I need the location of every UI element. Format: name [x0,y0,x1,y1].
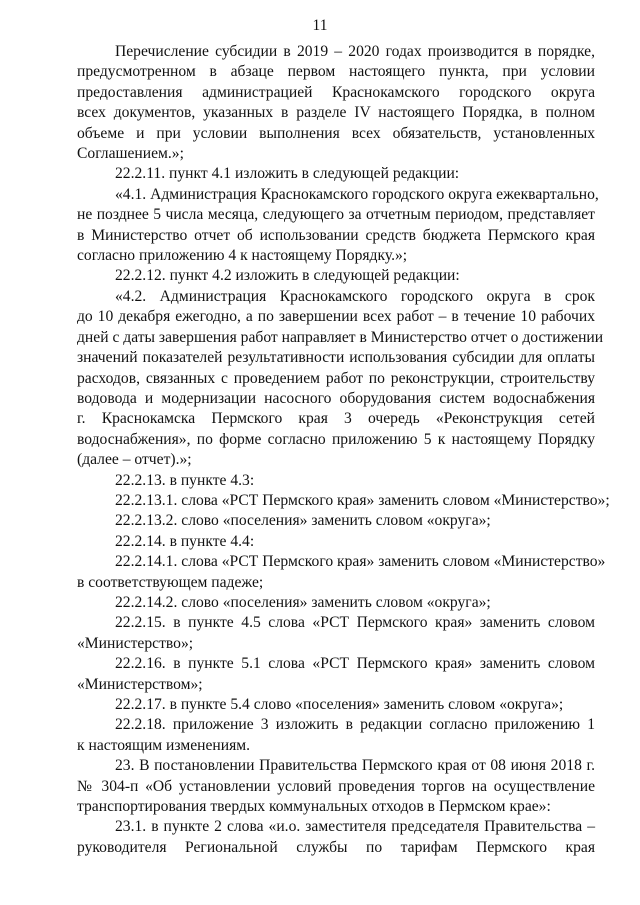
paragraph [77,613,595,654]
paragraph [77,532,595,552]
text-line: 22.2.15. в пункте 4.5 слова «РСТ Пермского края» заменить словом [115,614,595,632]
paragraph [77,266,595,286]
text-line: предоставления администрацией Краснокамского городского округа [77,83,595,101]
text-line: 22.2.14.2. слово «поселения» заменить словом «округа»; [115,593,491,611]
text-line: Перечисление субсидии в 2019 – 2020 годах производится в порядке, [115,43,595,60]
text-line: согласно приложению 4 к настоящему Порядку.»; [77,247,408,265]
paragraph [77,164,595,184]
text-line: значений показателей результативности использования субсидии для оплаты [77,349,595,367]
text-line: расходов, связанных с проведением работ по реконструкции, строительству [77,369,595,387]
paragraph [77,756,595,817]
paragraph [77,715,595,756]
text-line: Соглашением.»; [77,145,184,163]
text-line: «Министерством»; [77,675,203,693]
text-line: 22.2.16. в пункте 5.1 слова «РСТ Пермского края» заменить словом [115,655,595,673]
paragraph [77,552,606,593]
text-line: 22.2.14. в пункте 4.4: [115,532,255,550]
text-line: к настоящим изменениям. [77,736,251,754]
paragraph [77,817,595,858]
text-line: дней с даты завершения работ направляет в Министерство отчет о достижении [77,328,604,346]
text-line: 23.1. в пункте 2 слова «и.о. заместителя председателя Правительства – [115,818,595,836]
text-line: водовода и модернизации насосного оборудования систем водоснабжения [77,389,595,407]
page-number: 11 [312,17,328,34]
paragraph [77,593,595,613]
text-line: 22.2.13.2. слово «поселения» заменить словом «округа»; [115,512,491,530]
paragraph [77,471,595,491]
text-line: 22.2.11. пункт 4.1 изложить в следующей редакции: [115,165,460,183]
paragraph [77,654,595,695]
text-line: «4.1. Администрация Краснокамского городского округа ежеквартально, [115,185,599,203]
text-line: 22.2.13.1. слова «РСТ Пермского края» заменить словом «Министерство»; [115,491,610,509]
text-line: «Министерство»; [77,634,194,652]
text-line: всех документов, указанных в разделе IV настоящего Порядка, в полном [77,104,595,122]
paragraph [77,42,595,164]
paragraph [77,511,595,531]
text-line: объеме и при условии выполнения всех обязательств, установленных [77,124,595,142]
text-line: 22.2.14.1. слова «РСТ Пермского края» заменить словом «Министерство» [115,553,606,571]
text-line: предусмотренном в абзаце первом настоящего пункта, при условии [77,63,595,81]
text-line: «4.2. Администрация Краснокамского городского округа в срок [115,287,595,305]
text-line: 22.2.13. в пункте 4.3: [115,471,255,489]
text-line: 22.2.17. в пункте 5.4 слово «поселения» заменить словом «округа»; [115,696,564,713]
paragraph [77,695,595,715]
text-line: 22.2.18. приложение 3 изложить в редакции согласно приложению 1 [115,716,595,734]
text-line: 22.2.12. пункт 4.2 изложить в следующей редакции: [115,267,460,285]
text-line: в соответствующем падеже; [77,573,264,591]
text-line: 23. В постановлении Правительства Пермского края от 08 июня 2018 г. [115,757,595,775]
text-line: № 304-п «Об установлении условий проведения торгов на осуществление [77,777,595,795]
text-line: в Министерство отчет об использовании средств бюджета Пермского края [77,226,595,244]
text-line: до 10 декабря ежегодно, а по завершении всех работ – в течение 10 рабочих [77,308,595,326]
document-body [77,42,610,858]
paragraph [77,185,599,267]
text-line: руководителя Региональной службы по тарифам Пермского края [77,838,595,856]
text-line: (далее – отчет).»; [77,451,192,469]
text-line: г. Краснокамска Пермского края 3 очередь «Реконструкция сетей [77,410,595,428]
text-line: не позднее 5 числа месяца, следующего за отчетным периодом, представляет [77,206,595,224]
text-line: транспортирования твердых коммунальных отходов в Пермском крае»: [77,798,551,816]
paragraph [77,491,610,511]
text-line: водоснабжения», по форме согласно приложению 5 к настоящему Порядку [77,430,595,448]
paragraph [77,287,604,471]
